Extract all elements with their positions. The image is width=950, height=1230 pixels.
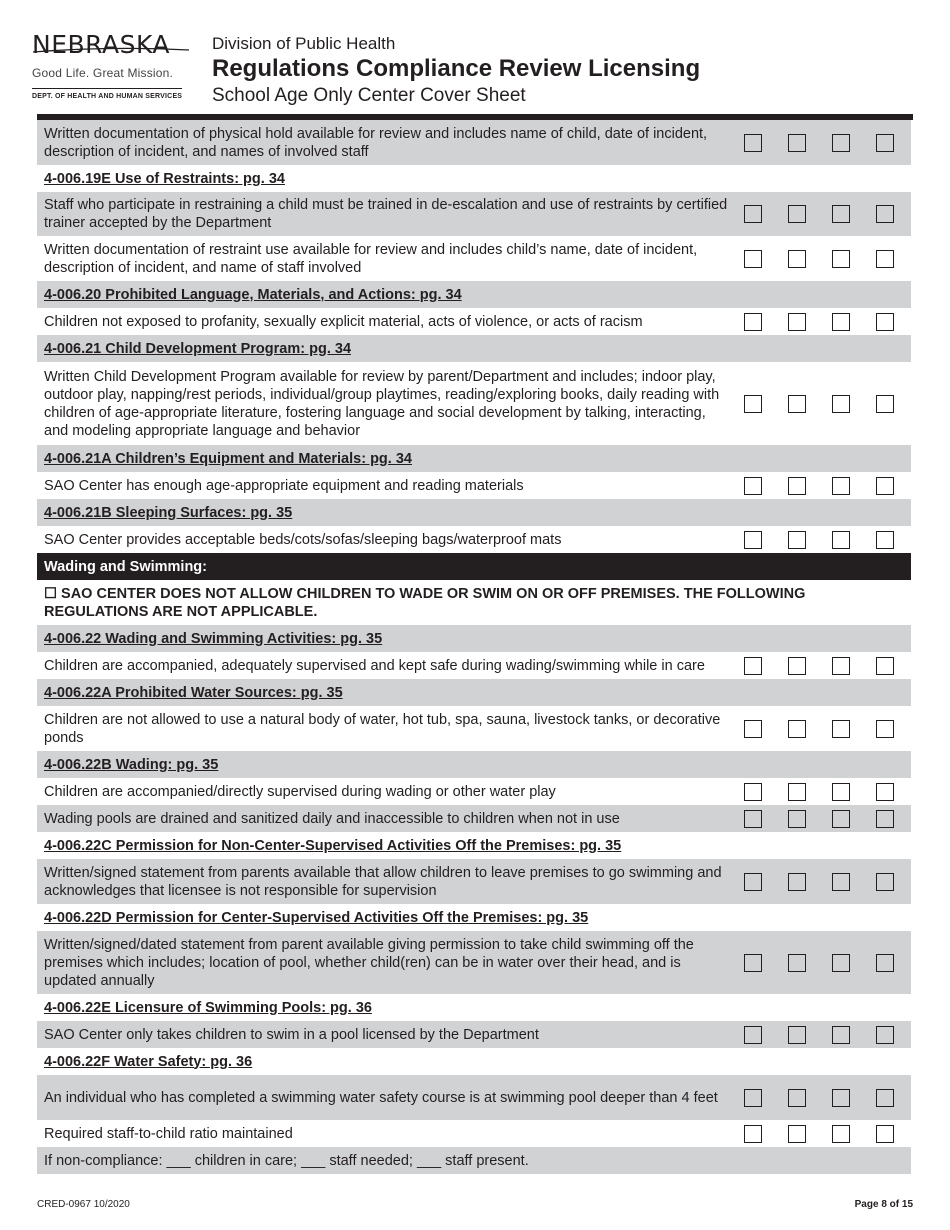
checkbox-group <box>737 778 911 805</box>
item-text: An individual who has completed a swimming water safety course is at swimming pool deeper than 4 feet <box>44 1089 718 1106</box>
checkbox[interactable] <box>832 250 850 268</box>
section-heading-text: 4-006.22F Water Safety: pg. 36 <box>44 1053 253 1070</box>
checkbox[interactable] <box>832 205 850 223</box>
form-id: CRED-0967 10/2020 <box>37 1199 130 1210</box>
checkbox[interactable] <box>744 657 762 675</box>
checkbox[interactable] <box>876 954 894 972</box>
checkbox[interactable] <box>788 954 806 972</box>
checkbox[interactable] <box>788 1026 806 1044</box>
section-heading <box>37 335 911 362</box>
checklist-item <box>37 192 911 236</box>
section-heading-text: 4-006.19E Use of Restraints: pg. 34 <box>44 170 285 187</box>
section-heading <box>37 994 911 1021</box>
checkbox[interactable] <box>788 873 806 891</box>
checkbox[interactable] <box>876 810 894 828</box>
checklist-item <box>37 236 911 281</box>
logo-divider <box>32 88 182 89</box>
checkbox[interactable] <box>876 313 894 331</box>
checkbox-group <box>737 362 911 445</box>
checkbox[interactable] <box>876 783 894 801</box>
checkbox[interactable] <box>788 395 806 413</box>
checkbox-group <box>737 652 911 679</box>
item-text: Children not exposed to profanity, sexually explicit material, acts of violence, or acts of racism <box>44 313 643 330</box>
document-header <box>32 30 913 118</box>
non-compliance-text[interactable]: If non-compliance: ___ children in care; ___ staff needed; ___ staff present. <box>44 1152 529 1169</box>
logo-swoosh-icon <box>32 44 190 54</box>
section-heading-text: 4-006.22B Wading: pg. 35 <box>44 756 219 773</box>
section-banner <box>37 553 911 580</box>
not-applicable-notice[interactable] <box>37 580 911 625</box>
section-heading <box>37 445 911 472</box>
checklist-item <box>37 308 911 335</box>
checklist-item <box>37 526 911 553</box>
checkbox[interactable] <box>788 783 806 801</box>
checkbox[interactable] <box>876 1026 894 1044</box>
checkbox-group <box>737 472 911 499</box>
section-heading-text: 4-006.22C Permission for Non-Center-Supervised Activities Off the Premises: pg. 35 <box>44 837 622 854</box>
checkbox[interactable] <box>876 477 894 495</box>
item-text: SAO Center only takes children to swim in a pool licensed by the Department <box>44 1026 539 1043</box>
section-banner-text: Wading and Swimming: <box>44 558 207 575</box>
checkbox[interactable] <box>744 205 762 223</box>
checklist-item <box>37 362 911 445</box>
checkbox[interactable] <box>876 205 894 223</box>
checkbox[interactable] <box>832 783 850 801</box>
item-text: Written/signed statement from parents available that allow children to leave premises to go swimming and acknowledges that licensee is not responsible for supervision <box>44 864 722 899</box>
division-name: Division of Public Health <box>212 34 396 53</box>
item-text: Written Child Development Program available for review by parent/Department and includes; indoor play, outdoor play, napping/rest periods, individual/group playtimes, reading/exploring books, daily reading with children of age-appropriate literature, fostering language and social development by talking, interacting, and modeling appropriate language and behavior <box>44 368 720 439</box>
checkbox[interactable] <box>744 783 762 801</box>
checkbox-group <box>737 805 911 832</box>
checkbox[interactable] <box>876 395 894 413</box>
checkbox[interactable] <box>788 1089 806 1107</box>
non-compliance-row <box>37 1147 911 1174</box>
checkbox-group <box>737 120 911 165</box>
checkbox[interactable] <box>744 395 762 413</box>
section-heading-text: 4-006.22 Wading and Swimming Activities: pg. 35 <box>44 630 383 647</box>
section-heading-text: 4-006.21A Children’s Equipment and Materials: pg. 34 <box>44 450 412 467</box>
checklist-item <box>37 778 911 805</box>
not-applicable-text[interactable]: ☐ SAO CENTER DOES NOT ALLOW CHILDREN TO WADE OR SWIM ON OR OFF PREMISES. THE FOLLOWING REGULATIONS ARE NOT APPLICABLE. <box>44 585 806 620</box>
checkbox[interactable] <box>832 134 850 152</box>
checkbox[interactable] <box>744 720 762 738</box>
checkbox[interactable] <box>744 1125 762 1143</box>
section-heading <box>37 904 911 931</box>
section-heading-text: 4-006.21B Sleeping Surfaces: pg. 35 <box>44 504 293 521</box>
checkbox[interactable] <box>744 1026 762 1044</box>
checklist-item <box>37 859 911 904</box>
checklist-item <box>37 120 911 165</box>
item-text: SAO Center provides acceptable beds/cots/sofas/sleeping bags/waterproof mats <box>44 531 562 548</box>
checkbox-group <box>737 236 911 281</box>
checkbox-group <box>737 192 911 236</box>
checkbox[interactable] <box>832 395 850 413</box>
item-text: Written documentation of physical hold available for review and includes name of child, date of incident, description of incident, and names of involved staff <box>44 125 708 160</box>
checkbox[interactable] <box>832 1089 850 1107</box>
checklist-item <box>37 1120 911 1147</box>
checkbox[interactable] <box>876 1089 894 1107</box>
checkbox[interactable] <box>788 477 806 495</box>
checkbox-group <box>737 1021 911 1048</box>
checklist-item <box>37 652 911 679</box>
checkbox-group <box>737 526 911 553</box>
section-heading <box>37 281 911 308</box>
checkbox[interactable] <box>788 1125 806 1143</box>
section-heading <box>37 751 911 778</box>
item-text: Written/signed/dated statement from parent available giving permission to take child swimming off the premises which includes; location of pool, whether child(ren) can be in water over their head, and is updated annually <box>44 936 694 989</box>
checklist-item <box>37 931 911 994</box>
checkbox[interactable] <box>788 657 806 675</box>
checkbox[interactable] <box>788 531 806 549</box>
checklist-item <box>37 805 911 832</box>
checkbox[interactable] <box>744 873 762 891</box>
checkbox[interactable] <box>876 1125 894 1143</box>
checkbox[interactable] <box>832 873 850 891</box>
checkbox[interactable] <box>788 313 806 331</box>
compliance-checklist <box>37 120 911 1174</box>
checkbox[interactable] <box>832 720 850 738</box>
checkbox[interactable] <box>832 657 850 675</box>
section-heading-text: 4-006.22E Licensure of Swimming Pools: pg. 36 <box>44 999 372 1016</box>
checkbox[interactable] <box>832 954 850 972</box>
checkbox-group <box>737 859 911 904</box>
checkbox[interactable] <box>744 954 762 972</box>
checkbox[interactable] <box>832 1125 850 1143</box>
checkbox[interactable] <box>744 531 762 549</box>
section-heading <box>37 499 911 526</box>
item-text: Children are accompanied/directly supervised during wading or other water play <box>44 783 556 800</box>
checkbox-group <box>737 1120 911 1147</box>
checklist-item <box>37 1075 911 1120</box>
checkbox[interactable] <box>832 313 850 331</box>
checklist-item <box>37 472 911 499</box>
checkbox[interactable] <box>876 134 894 152</box>
checkbox[interactable] <box>744 134 762 152</box>
title-block <box>212 34 700 108</box>
checkbox-group <box>737 706 911 751</box>
checkbox[interactable] <box>876 657 894 675</box>
section-heading <box>37 832 911 859</box>
checkbox[interactable] <box>832 1026 850 1044</box>
checkbox-group <box>737 931 911 994</box>
page-number: Page 8 of 15 <box>854 1199 913 1210</box>
item-text: Children are not allowed to use a natural body of water, hot tub, spa, sauna, livestock tanks, or decorative ponds <box>44 711 721 746</box>
section-heading <box>37 165 911 192</box>
checklist-item <box>37 1021 911 1048</box>
checkbox[interactable] <box>788 134 806 152</box>
checkbox[interactable] <box>832 531 850 549</box>
checkbox[interactable] <box>744 1089 762 1107</box>
section-heading-text: 4-006.22D Permission for Center-Supervised Activities Off the Premises: pg. 35 <box>44 909 589 926</box>
checkbox[interactable] <box>744 250 762 268</box>
logo-tagline: Good Life. Great Mission. <box>32 66 174 80</box>
section-heading <box>37 625 911 652</box>
page-title: Regulations Compliance Review Licensing <box>212 55 701 82</box>
checkbox[interactable] <box>876 250 894 268</box>
nebraska-dhhs-logo <box>32 30 192 100</box>
checkbox[interactable] <box>788 250 806 268</box>
section-heading-text: 4-006.20 Prohibited Language, Materials, and Actions: pg. 34 <box>44 286 462 303</box>
section-heading-text: 4-006.22A Prohibited Water Sources: pg. 35 <box>44 684 343 701</box>
checkbox[interactable] <box>832 477 850 495</box>
checkbox[interactable] <box>832 810 850 828</box>
checkbox[interactable] <box>788 720 806 738</box>
item-text: SAO Center has enough age-appropriate equipment and reading materials <box>44 477 524 494</box>
checkbox[interactable] <box>788 810 806 828</box>
item-text: Staff who participate in restraining a child must be trained in de-escalation and use of restraints by certified trainer accepted by the Department <box>44 197 728 231</box>
logo-wordmark: NEBRASKA <box>32 30 192 60</box>
checkbox[interactable] <box>788 205 806 223</box>
item-text: Written documentation of restraint use available for review and includes child’s name, date of incident, description of incident, and name of staff involved <box>44 241 698 276</box>
item-text: Required staff-to-child ratio maintained <box>44 1125 293 1142</box>
page-subtitle: School Age Only Center Cover Sheet <box>212 85 526 106</box>
checkbox-group <box>737 308 911 335</box>
checkbox[interactable] <box>744 477 762 495</box>
checkbox[interactable] <box>744 313 762 331</box>
checklist-item <box>37 706 911 751</box>
item-text: Children are accompanied, adequately supervised and kept safe during wading/swimming while in care <box>44 657 705 674</box>
checkbox[interactable] <box>876 720 894 738</box>
checkbox[interactable] <box>876 531 894 549</box>
checkbox[interactable] <box>876 873 894 891</box>
section-heading-text: 4-006.21 Child Development Program: pg. 34 <box>44 340 352 357</box>
section-heading <box>37 679 911 706</box>
checkbox[interactable] <box>744 810 762 828</box>
logo-department: DEPT. OF HEALTH AND HUMAN SERVICES <box>32 93 183 100</box>
item-text: Wading pools are drained and sanitized daily and inaccessible to children when not in use <box>44 810 620 827</box>
section-heading <box>37 1048 911 1075</box>
checkbox-group <box>737 1075 911 1120</box>
